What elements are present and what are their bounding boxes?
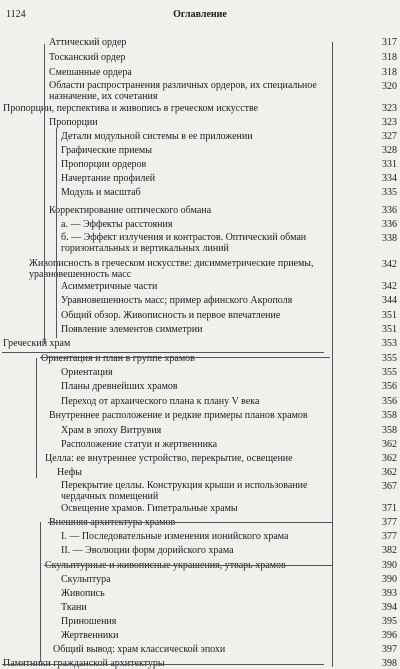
toc-entry-page: 353 xyxy=(382,338,397,349)
toc-entry-page: 336 xyxy=(382,205,397,216)
toc-entry-title: Живопись xyxy=(61,588,105,599)
toc-entry-title: Целла: ее внутреннее устройство, перекрытие, освещение xyxy=(45,453,293,464)
toc-entry-page: 398 xyxy=(382,658,397,669)
toc-entry-page: 382 xyxy=(382,545,397,556)
toc-entry xyxy=(0,258,400,280)
toc-entry xyxy=(0,310,400,321)
toc-entry-title: Ткани xyxy=(61,602,87,613)
toc-entry xyxy=(0,219,400,230)
toc-entry-page: 320 xyxy=(382,81,397,92)
toc-entry-title: Пропорции, перспектива и живопись в греческом искусстве xyxy=(3,103,259,114)
toc-entry-page: 318 xyxy=(382,52,397,63)
table-rule xyxy=(40,357,330,358)
toc-entry-page: 377 xyxy=(382,517,397,528)
toc-entry xyxy=(0,531,400,542)
page-header xyxy=(0,0,400,28)
toc-entry-page: 323 xyxy=(382,117,397,128)
toc-entry-title: I. — Последовательные изменения ионийского храма xyxy=(61,531,289,542)
toc-entry-title: Греческий храм xyxy=(3,338,71,349)
toc-entry-title: Ориентация xyxy=(61,367,113,378)
toc-entry-title: Общий вывод: храм классической эпохи xyxy=(53,644,226,655)
toc-entry-page: 397 xyxy=(382,644,397,655)
running-title: Оглавление xyxy=(173,9,227,20)
toc-entry xyxy=(0,117,400,128)
toc-entry-page: 334 xyxy=(382,173,397,184)
toc-entry-title: Нефы xyxy=(57,467,82,478)
toc-entry-page: 362 xyxy=(382,467,397,478)
toc-entry xyxy=(0,630,400,641)
toc-entry-title: а. — Эффекты расстояния xyxy=(61,219,173,230)
toc-entry-title: Начертание профилей xyxy=(61,173,156,184)
toc-entry xyxy=(0,367,400,378)
toc-entry xyxy=(0,159,400,170)
toc-entry xyxy=(0,545,400,556)
toc-entry xyxy=(0,480,400,502)
toc-entry-page: 395 xyxy=(382,616,397,627)
table-rule xyxy=(2,352,324,353)
toc-entry-page: 355 xyxy=(382,367,397,378)
toc-entry-page: 371 xyxy=(382,503,397,514)
toc-entry-title: Перекрытие целлы. Конструкция крыши и использование чердачных помещений xyxy=(61,480,308,502)
toc-entry xyxy=(0,281,400,292)
toc-entry-title: Пропорции xyxy=(49,117,98,128)
toc-entry-title: Памятники гражданской архитектуры xyxy=(3,658,165,669)
toc-entry-page: 396 xyxy=(382,630,397,641)
toc-entry-page: 367 xyxy=(382,481,397,492)
toc-entry-page: 390 xyxy=(382,560,397,571)
toc-entry-page: 323 xyxy=(382,103,397,114)
toc-entry-title: Расположение статуи и жертвенника xyxy=(61,439,218,450)
toc-entry xyxy=(0,205,400,216)
toc-entry-title: Общий обзор. Живописность и первое впечатление xyxy=(61,310,281,321)
toc-entry xyxy=(0,644,400,655)
toc-entry-title: Внутреннее расположение и редкие примеры планов храмов xyxy=(49,410,308,421)
toc-entry-page: 362 xyxy=(382,439,397,450)
page-number: 1124 xyxy=(6,9,26,20)
toc-entry-page: 358 xyxy=(382,425,397,436)
toc-entry-title: Модуль и масштаб xyxy=(61,187,141,198)
toc-entry-title: Переход от архаического плана к плану V века xyxy=(61,396,260,407)
toc-entry-page: 355 xyxy=(382,353,397,364)
toc-entry-title: Скульптурные и живописные украшения, утварь храмов xyxy=(45,560,286,571)
toc-entry-page: 358 xyxy=(382,410,397,421)
table-rule xyxy=(36,358,37,478)
table-rule xyxy=(44,44,45,344)
toc-entry xyxy=(0,503,400,514)
toc-entry xyxy=(0,67,400,78)
toc-entry-page: 362 xyxy=(382,453,397,464)
toc-entry xyxy=(0,80,400,102)
toc-entry-title: Внешняя архитектура храмов xyxy=(49,517,176,528)
toc-entry-page: 342 xyxy=(382,281,397,292)
toc-entry-title: II. — Эволюции форм дорийского храма xyxy=(61,545,234,556)
toc-entry xyxy=(0,145,400,156)
toc-entry-title: Пропорции ордеров xyxy=(61,159,147,170)
toc-entry-title: Аттический ордер xyxy=(49,37,127,48)
toc-entry-title: Планы древнейших храмов xyxy=(61,381,178,392)
toc-entry-page: 344 xyxy=(382,295,397,306)
toc-entry xyxy=(0,381,400,392)
toc-entry xyxy=(0,616,400,627)
toc-entry-title: Живописность в греческом искусстве: дисимметрические приемы, уравновешенность масс xyxy=(29,258,314,280)
toc-entry xyxy=(0,52,400,63)
toc-entry-title: Освещение храмов. Гипетральные храмы xyxy=(61,503,238,514)
table-rule xyxy=(48,522,332,523)
toc-entry xyxy=(0,602,400,613)
toc-entry xyxy=(0,396,400,407)
toc-entry-page: 342 xyxy=(382,259,397,270)
toc-entry-title: Области распространения различных ордеров, их специальное назначение, их сочетания xyxy=(49,80,317,102)
toc-entry xyxy=(0,37,400,48)
toc-entry-page: 318 xyxy=(382,67,397,78)
toc-entry-title: Скульптура xyxy=(61,574,111,585)
toc-entry xyxy=(0,588,400,599)
toc-entry xyxy=(0,338,400,349)
toc-entry xyxy=(0,353,400,364)
toc-entry-page: 351 xyxy=(382,310,397,321)
toc-entry-title: Корректирование оптического обмана xyxy=(49,205,212,216)
toc-entry xyxy=(0,187,400,198)
toc-entry-page: 327 xyxy=(382,131,397,142)
table-rule xyxy=(44,565,332,566)
toc-entry-page: 356 xyxy=(382,396,397,407)
table-rule xyxy=(332,42,333,667)
toc-entry-page: 338 xyxy=(382,233,397,244)
table-rule xyxy=(2,664,324,665)
toc-entry-page: 317 xyxy=(382,37,397,48)
toc-entry-page: 328 xyxy=(382,145,397,156)
toc-entry-title: Жертвенники xyxy=(61,630,119,641)
toc-entry xyxy=(0,453,400,464)
toc-entry xyxy=(0,324,400,335)
toc-entry xyxy=(0,467,400,478)
toc-entry xyxy=(0,173,400,184)
toc-entry-page: 331 xyxy=(382,159,397,170)
toc-entry xyxy=(0,574,400,585)
toc-entry xyxy=(0,425,400,436)
toc-entry xyxy=(0,295,400,306)
toc-entry-title: Приношения xyxy=(61,616,117,627)
toc-entry-page: 336 xyxy=(382,219,397,230)
toc-entry-title: Тосканский ордер xyxy=(49,52,126,63)
toc-entry xyxy=(0,410,400,421)
toc-entry-page: 377 xyxy=(382,531,397,542)
toc-entry-title: Храм в эпоху Витрувия xyxy=(61,425,162,436)
toc-entry xyxy=(0,131,400,142)
table-rule xyxy=(40,522,41,662)
toc-entry-title: Детали модульной системы в ее приложении xyxy=(61,131,253,142)
toc-entry-page: 393 xyxy=(382,588,397,599)
table-rule xyxy=(56,128,57,338)
toc-entry xyxy=(0,232,400,254)
toc-entry xyxy=(0,103,400,114)
toc-entry-page: 390 xyxy=(382,574,397,585)
toc-entry-title: Асимметричные части xyxy=(61,281,158,292)
toc-entry-title: Графические приемы xyxy=(61,145,152,156)
toc-entry xyxy=(0,439,400,450)
toc-entry-title: Ориентация и план в группе храмов xyxy=(41,353,195,364)
toc-entry-page: 335 xyxy=(382,187,397,198)
toc-entry-page: 356 xyxy=(382,381,397,392)
toc-entry-title: б. — Эффект излучения и контрастов. Оптический обман горизонтальных и вертикальных линий xyxy=(61,232,307,254)
toc-entry-title: Уравновешенность масс; пример афинского Акрополя xyxy=(61,295,293,306)
toc-entry-title: Смешанные ордера xyxy=(49,67,132,78)
toc-entry-page: 394 xyxy=(382,602,397,613)
toc-entry-title: Появление элементов симметрии xyxy=(61,324,203,335)
toc-entry-page: 351 xyxy=(382,324,397,335)
